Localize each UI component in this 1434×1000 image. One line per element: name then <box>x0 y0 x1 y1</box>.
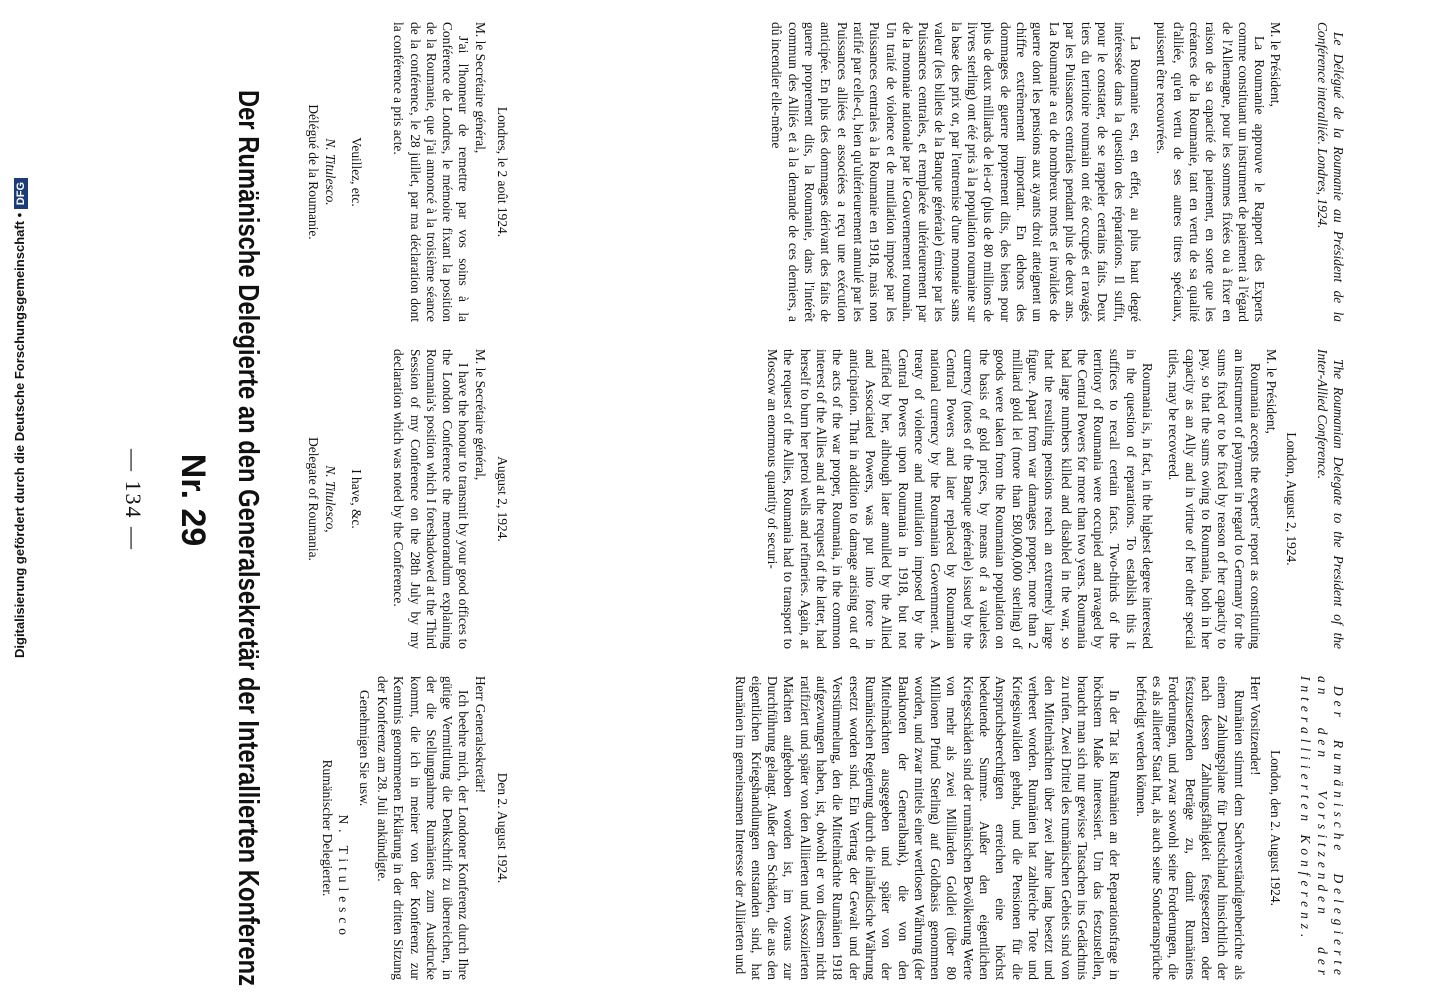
signature: N. Titulesco <box>336 814 352 940</box>
salutation: M. le Président, <box>1264 349 1280 434</box>
letter-header: Le Délégué de la Roumanie au Président de la Conférence interalliée. Londres, 1924. <box>1314 22 1346 322</box>
date: London, den 2. August 1924. <box>1268 750 1284 906</box>
signatory-role: Délégué de la Roumanie. <box>306 104 322 240</box>
french-letter-2 <box>536 22 1346 322</box>
date: August 2, 1924. <box>495 456 510 542</box>
english-letter-1 <box>276 349 510 649</box>
date: London, August 2, 1924. <box>1284 432 1300 566</box>
date: Den 2. August 1924. <box>495 772 510 884</box>
salutation: M. le Président, <box>1268 22 1284 107</box>
paragraph: Roumania accepts the experts' report as constituting an instrument of payment in regard to Germany for the sums fixed or to be fixed by reason of her capacity to pay, so that the sums owing to Roumania, both in her capacity as an Ally and in virtue of her other special titles, may be recovered. <box>1166 349 1263 649</box>
digitization-footer <box>12 8 27 658</box>
salutation: M. le Secrétaire général, <box>472 349 488 481</box>
letter-body: J'ai l'honneur de remettre par vos soins à la Conférence de Londres, le mémoire fixant la position de la Roumanie, que j'ai annoncé à la troisième séance de la conférence, le 28 juillet, par ma déclaration dont la conférence a pris acte. <box>391 22 472 322</box>
paragraph: La Roumanie approuve le Rapport des Experts comme constituant un instrument de paiement à l'égard de l'Allemagne, pour les sommes fixées ou à fixer en raison de sa capacité de paiement, en sorte que les créances de la Roumanie, tant en vertu de sa qualité d'alliée, qu'en vertu de ses autres titres spéciaux, puissent être recouvrées. <box>1154 22 1268 322</box>
german-letter-2 <box>536 676 1346 980</box>
letter-body: I have the honour to transmit by your good offices to the London Conference the memorandum explaining Roumania's position which I foreshadowed at the Third Session of my Conference on the 28th July by my declaration which was noted by the Conference. <box>391 349 472 649</box>
english-letter-2 <box>536 349 1346 649</box>
german-letter-1 <box>276 676 510 980</box>
signature: N. Titulesco. <box>322 138 338 206</box>
closing: I have, &c. <box>348 469 364 529</box>
signature: N. Titulesco, <box>322 465 338 533</box>
closing: Veuillez, etc. <box>348 137 364 207</box>
french-letter-1 <box>276 22 510 322</box>
letter-header: The Roumanian Delegate to the President of the Inter-Allied Conference. <box>1314 349 1346 649</box>
date: Londres, le 2 août 1924. <box>495 106 510 238</box>
document-number: Nr. 29 <box>174 453 212 547</box>
footer-text: Digitalisierung gefördert durch die Deutsche Forschungsgemeinschaft • <box>12 212 27 658</box>
closing: Genehmigen Sie usw. <box>356 690 372 807</box>
salutation: Herr Vorsitzender! <box>1247 676 1263 776</box>
letter-header: Der Rumänische Delegierte an den Vorsitzenden der Interalliierten Konferenz. <box>1298 676 1346 980</box>
paragraph: Rumänien stimmt dem Sachverständigenberichte als einem Zahlungsplane für Deutschland hinsichtlich der nach dessen Zahlungsfähigkeit festgesetzten oder festzusetzenden Beträge zu, damit Rumäniens Forderungen, und zwar sowohl seine Forderungen, die es als allierter Staat hat, als auch seine Sonderansprüche befriedigt werden können. <box>1133 676 1247 980</box>
letter-body: Ich beehre mich, der Londoner Konferenz durch Ihre gütige Vermittlung die Denkschrift zu überreichen, in der die Stellungnahme Rumäniens zum Ausdrucke kommt, die ich in meiner von der Konferenz zur Kenntnis genommenen Erklärung in der dritten Sitzung der Konferenz am 28. Juli ankündigte. <box>374 676 472 980</box>
paragraph: In der Tat ist Rumänien an der Reparationsfrage in höchstem Maße interessiert. Um das festzustellen, braucht man sich nur gewisse Tatsachen ins Gedächtnis zu rufen. Zwei Drittel des rumänischen Gebiets sind von den Mittelmächten über zwei Jahre lang besetzt und verheert worden. Rumänien hat zahlreiche Tote und Kriegsinvaliden gehabt, und die Pensionen für die Anspruchsberechtigten erreichen eine höchst bedeutende Summe. Außer den eigentlichen Kriegsschäden sind der rumänischen Bevölkerung Werte von mehr als zwei Milliarden Goldlei (über 80 Millionen Pfund Sterling) auf Goldbasis genommen worden, und zwar mittels einer wertlosen Währung (der Banknoten der Generalbank), die von den Mittelmächten ausgegeben und später von der Rumänischen Regierung durch die inländische Währung ersetzt worden sind. Ein Vertrag der Gewalt und der Verstümmelung, den die Mittelmächte Rumänien 1918 aufgezwungen haben, ist, obwohl er von diesem nicht ratifiziert und später von den Alliierten und Assoziierten Mächten aufgehoben worden ist, im voraus zur Durchführung gelangt. Außer den Schäden, die aus den eigentlichen Kriegshandlungen entstanden sind, hat Rumänien im gemeinsamen Interesse der Alliierten und <box>732 676 1123 980</box>
paragraph: Roumania is, in fact, in the highest degree interested in the question of reparations. To establish this it suffices to recall certain facts. Two-thirds of the territory of Roumania were occupied and ravaged by the Central Powers for more than two years. Roumania had large numbers killed and disabled in the war, so that the resulting pensions reach an extremely large figure. Apart from war damages proper, more than 2 milliard gold lei (more than £80,000,000 sterling) of goods were taken from the Roumanian population on the basis of gold prices, by means of a valueless currency (notes of the Banque générale) issued by the Central Powers and later replaced by Roumanian national currency by the Roumanian Government. A treaty of violence and mutilation imposed by the Central Powers upon Roumania in 1918, but not ratified by her, although later annulled by the Allied and Associated Powers, was put into force in anticipation. That in addition to damage arising out of the acts of the war proper, Roumania, in the common interest of the Allies and at the request of the latter, had herself to burn her petrol wells and refineries. Again, at the request of the Allies, Roumania had to transport to Moscow an enormous quantity of securi- <box>765 349 1156 649</box>
page-number: — 134 — <box>121 449 146 551</box>
salutation: Herr Generalsekretär! <box>472 676 488 794</box>
paragraph: La Roumanie est, en effet, au plus haut degré intéressée dans la question des réparations. Il suffit, pour le constater, de se rappeler certains faits. Deux tiers du territoire roumain ont été occupés et ravagés par les Puissances centrales pendant plus de deux ans. La Roumanie a eu de nombreux morts et invalides de guerre dont les pensions aux ayants droit atteignent un chiffre extrêmement important. En dehors des dommages de guerre proprement dits, des biens pour plus de deux milliards de lei-or (plus de 80 millions de livres sterling) ont été pris à la population roumaine sur la base des prix or, par l'entremise d'une monnaie sans valeur (les billets de la Banque générale) émise par les Puissances centrales, et remplacée ultérieurement par de la monnaie nationale par le Gouvernement roumain. Un traité de violence et de mutilation imposé par les Puissances centrales à la Roumanie en 1918, mais non ratifié par celle-ci, bien qu'ultérieurement annulé par les Puissances alliées et associées a reçu une exécution anticipée. En plus des dommages dérivant des faits de guerre proprement dits, la Roumanie, dans l'intérêt commun des Alliés et à la demande de ces derniers, a dû incendier elle-même <box>769 22 1144 322</box>
document-title: Der Rumänische Delegierte an den Generalsekretär der Interallierten Konferenz <box>232 90 264 987</box>
signatory-role: Rumänischer Delegierter. <box>320 759 336 897</box>
dfg-logo: DFG <box>14 178 28 209</box>
salutation: M. le Secrétaire général, <box>472 22 488 154</box>
signatory-role: Delegate of Roumania. <box>306 437 322 561</box>
